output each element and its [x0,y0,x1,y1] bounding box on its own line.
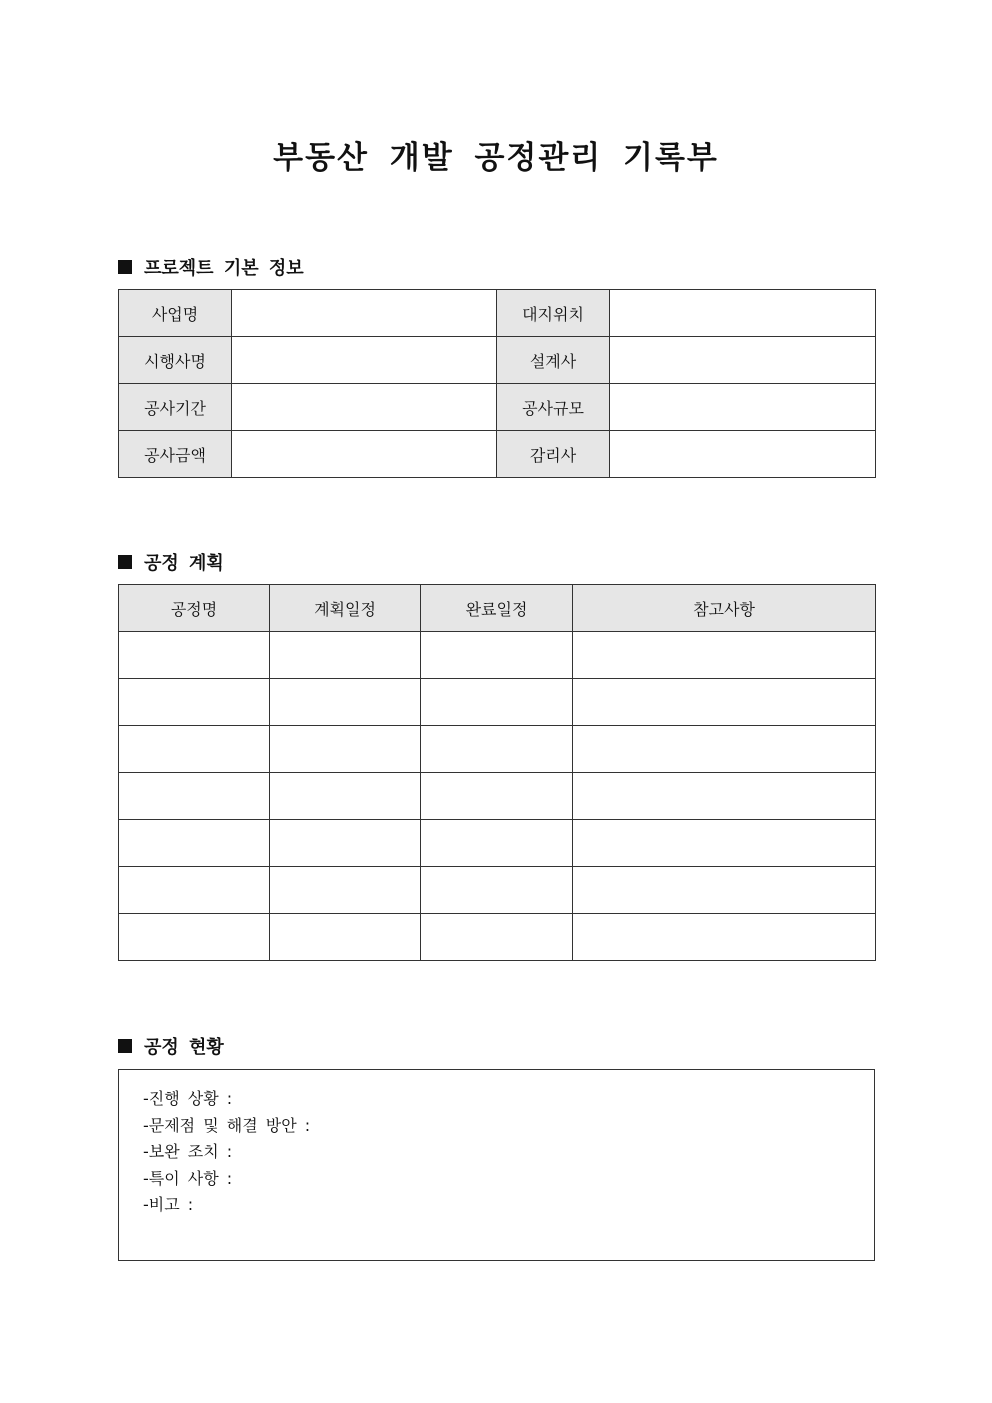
table-cell[interactable] [421,914,573,961]
section-heading-label: 프로젝트 기본 정보 [144,258,304,279]
process-plan-table [118,584,876,961]
field-value-cell[interactable] [610,337,876,384]
table-cell[interactable] [573,914,876,961]
column-header: 계획일정 [270,585,421,632]
table-row [119,632,876,679]
field-label: 사업명 [119,290,232,337]
table-cell[interactable] [573,820,876,867]
table-cell[interactable] [119,632,270,679]
table-cell[interactable] [270,914,421,961]
table-cell[interactable] [421,726,573,773]
status-line-special-notes: -특이 사항 : [143,1168,233,1188]
table-cell[interactable] [270,726,421,773]
table-cell[interactable] [421,679,573,726]
table-cell[interactable] [573,726,876,773]
field-label: 대지위치 [497,290,610,337]
table-cell[interactable] [270,773,421,820]
field-label: 설계사 [497,337,610,384]
section-heading-process-plan [118,549,224,575]
table-cell[interactable] [119,914,270,961]
table-row [119,431,876,478]
table-row [119,867,876,914]
column-header: 공정명 [119,585,270,632]
field-label: 공사규모 [497,384,610,431]
table-cell[interactable] [421,867,573,914]
basic-info-table [118,289,876,478]
section-heading-label: 공정 현황 [144,1037,224,1058]
square-bullet-icon [118,1039,132,1053]
field-value-cell[interactable] [232,431,497,478]
status-line-progress: -진행 상황 : [143,1089,233,1108]
status-line-remarks: -비고 : [143,1195,194,1214]
table-row [119,726,876,773]
table-row [119,773,876,820]
table-row [119,820,876,867]
section-heading-process-status [118,1033,224,1059]
field-label: 공사금액 [119,431,232,478]
table-cell[interactable] [270,820,421,867]
field-label: 공사기간 [119,384,232,431]
field-value-cell[interactable] [610,290,876,337]
field-value-cell[interactable] [232,337,497,384]
table-cell[interactable] [119,679,270,726]
field-value-cell[interactable] [232,384,497,431]
table-cell[interactable] [421,632,573,679]
table-row [119,290,876,337]
field-label: 시행사명 [119,337,232,384]
table-row [119,914,876,961]
table-row [119,679,876,726]
table-row [119,384,876,431]
square-bullet-icon [118,555,132,569]
process-status-box[interactable] [118,1069,875,1261]
field-value-cell[interactable] [610,431,876,478]
section-heading-basic-info [118,254,304,280]
table-cell[interactable] [573,632,876,679]
table-cell[interactable] [421,773,573,820]
section-heading-label: 공정 계획 [144,553,224,574]
document-title: 부동산 개발 공정관리 기록부 [273,140,719,176]
field-label: 감리사 [497,431,610,478]
table-row [119,337,876,384]
field-value-cell[interactable] [610,384,876,431]
table-cell[interactable] [119,820,270,867]
table-header-row [119,585,876,632]
table-cell[interactable] [421,820,573,867]
table-cell[interactable] [119,726,270,773]
table-cell[interactable] [119,867,270,914]
table-cell[interactable] [270,679,421,726]
status-line-issues: -문제점 및 해결 방안 : [143,1115,311,1135]
field-value-cell[interactable] [232,290,497,337]
table-cell[interactable] [119,773,270,820]
table-cell[interactable] [270,632,421,679]
table-cell[interactable] [573,867,876,914]
table-cell[interactable] [573,679,876,726]
square-bullet-icon [118,260,132,274]
status-lines [143,1086,310,1219]
table-cell[interactable] [270,867,421,914]
status-line-corrective-action: -보완 조치 : [143,1142,233,1161]
column-header: 참고사항 [573,585,876,632]
table-cell[interactable] [573,773,876,820]
column-header: 완료일정 [421,585,573,632]
